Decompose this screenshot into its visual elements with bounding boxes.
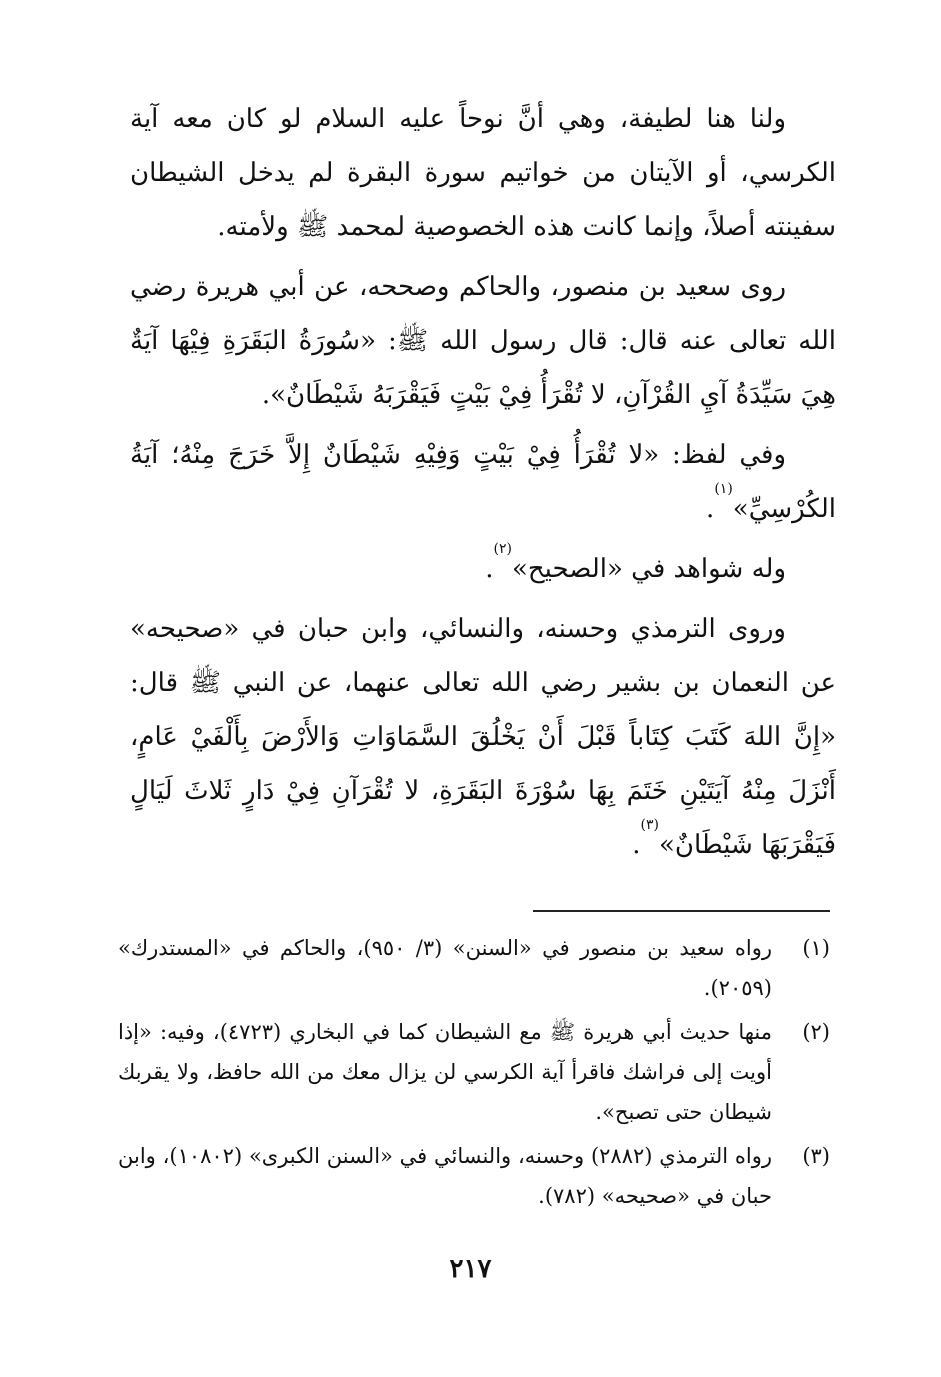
footnote-2-number: (٢) (802, 1020, 830, 1044)
footnote-1 (118, 928, 830, 1008)
paragraph-3-end: . (706, 494, 715, 524)
page-number: ٢١٧ (449, 1254, 492, 1284)
paragraph-4-end: . (485, 554, 494, 584)
paragraph-5-text: وروى الترمذي وحسنه، والنسائي، وابن حبان في «صحيحه» عن النعمان بن بشير رضي الله تعالى عنهما، عن النبي ﷺ قال: «إِنَّ اللهَ كَتَبَ كِتَاباً قَبْلَ أَنْ يَخْلُقَ السَّمَاوَاتِ وَالأَرْضَ بِأَلْفَيْ عَامٍ، أَنْزَلَ مِنْهُ آيَتَيْنِ خَتَمَ بِهَا سُوْرَةَ البَقَرَةِ، لا تُقْرَآنِ فِيْ دَارٍ ثَلاثَ لَيَالٍ فَيَقْرَبَهَا شَيْطَانٌ» (130, 614, 836, 860)
footnote-mark-2: (٢) (493, 541, 512, 557)
paragraph-4 (130, 542, 836, 596)
footnote-1-text: رواه سعيد بن منصور في «السنن» (٣/ ٩٥٠)، والحاكم في «المستدرك» (٢٠٥٩). (118, 936, 772, 1000)
paragraph-5 (130, 602, 836, 872)
footnote-3 (118, 1136, 830, 1216)
footnote-separator (533, 910, 830, 912)
footnotes (118, 928, 830, 1220)
paragraph-3-text: وفي لفظ: «لا تُقْرَأُ فِيْ بَيْتٍ وَفِيْهِ شَيْطَانٌ إِلاَّ خَرَجَ مِنْهُ؛ آيَةُ الكُرْسِيِّ» (130, 440, 836, 524)
paragraph-4-text: وله شواهد في «الصحيح» (511, 554, 786, 584)
paragraph-1: ولنا هنا لطيفة، وهي أنَّ نوحاً عليه السلام لو كان معه آية الكرسي، أو الآيتان من خواتيم سورة البقرة لم يدخل الشيطان سفينته أصلاً، وإنما كانت هذه الخصوصية لمحمد ﷺ ولأمته. (130, 104, 836, 242)
paragraph-5-end: . (632, 830, 641, 860)
footnote-2-text: منها حديث أبي هريرة ﷺ مع الشيطان كما في البخاري (٤٧٢٣)، وفيه: «إذا أويت إلى فراشك فاقرأ آية الكرسي لن يزال معك من الله حافظ، ولا يقربك شيطان حتى تصبح». (118, 1020, 772, 1124)
footnote-mark-1: (١) (714, 481, 733, 497)
footnote-3-number: (٣) (802, 1144, 830, 1168)
footnote-1-number: (١) (802, 936, 830, 960)
paragraph-3 (130, 428, 836, 536)
footnote-mark-3: (٣) (640, 817, 659, 833)
footnote-3-text: رواه الترمذي (٢٨٨٢) وحسنه، والنسائي في «السنن الكبرى» (١٠٨٠٢)، وابن حبان في «صحيحه» (٧٨٢). (118, 1144, 773, 1208)
main-text (130, 92, 836, 878)
footnote-2 (118, 1012, 830, 1132)
paragraph-2: روى سعيد بن منصور، والحاكم وصححه، عن أبي هريرة رضي الله تعالى عنه قال: قال رسول الله ﷺ: «سُورَةُ البَقَرَةِ فِيْهَا آيَةٌ هِيَ سَيِّدَةُ آيِ القُرْآنِ، لا تُقْرَأُ فِيْ بَيْتٍ فَيَقْرَبَهُ شَيْطَانٌ». (130, 272, 836, 410)
